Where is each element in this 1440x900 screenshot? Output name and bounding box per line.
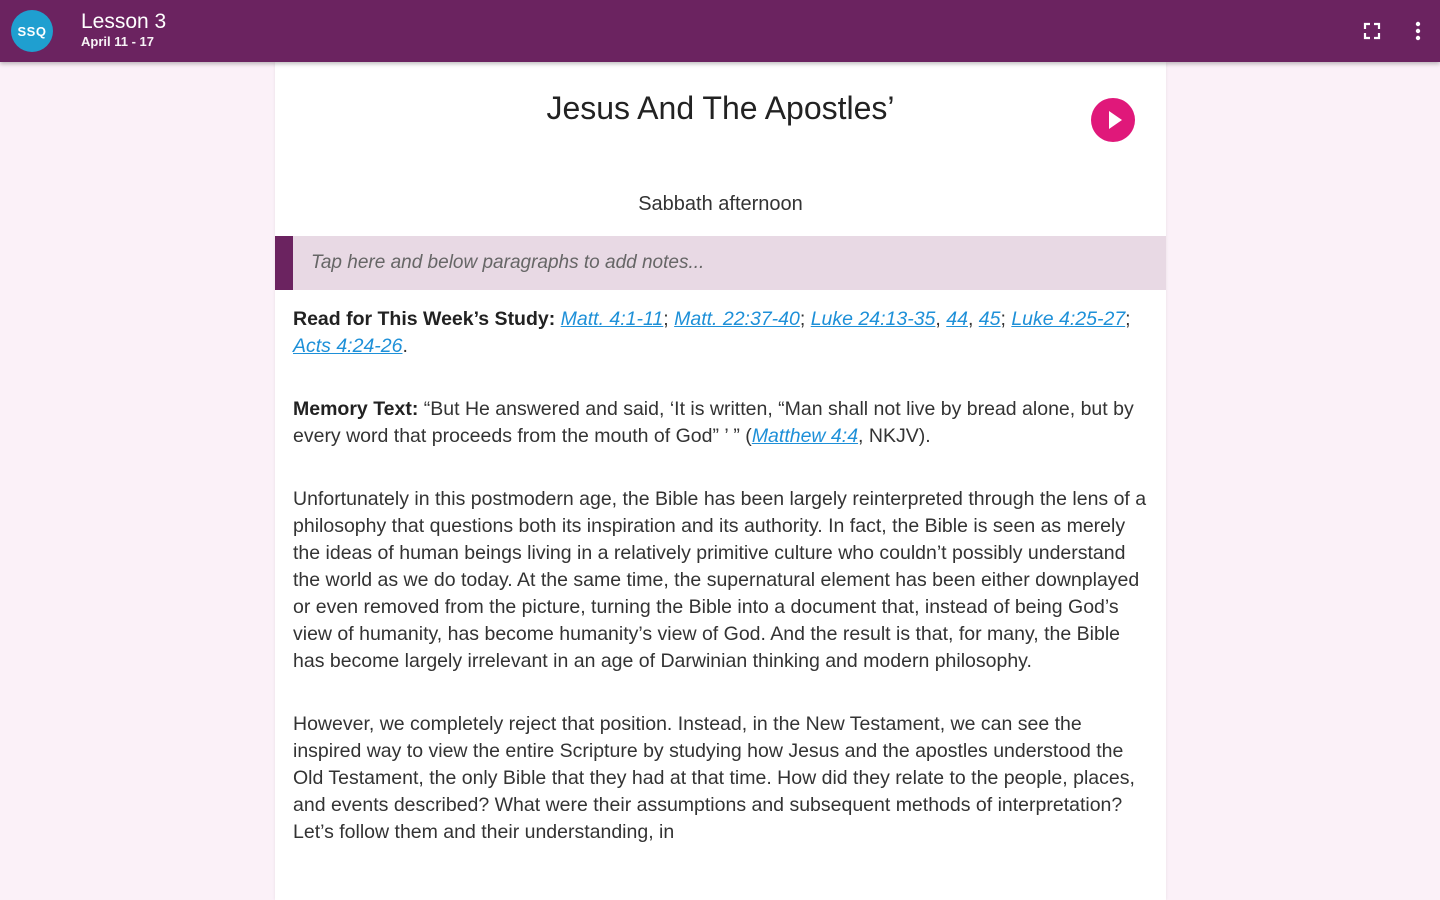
- lesson-date-range: April 11 - 17: [81, 34, 154, 49]
- more-options-button[interactable]: [1406, 19, 1430, 43]
- title-block: [81, 10, 166, 50]
- play-audio-button[interactable]: [1091, 98, 1135, 142]
- memory-label: Memory Text:: [293, 398, 419, 420]
- lesson-body: [293, 306, 1148, 882]
- fullscreen-button[interactable]: [1360, 19, 1384, 43]
- body-paragraph[interactable]: However, we completely reject that position. Instead, in the New Testament, we can see the inspired way to view the entire Scripture by studying how Jesus and the apostles understood the Old Testament, the only Bible that they had at that time. How did they relate to the people, places, and events described? What were their assumptions and subsequent methods of interpretation? Let’s follow them and their understanding, in: [293, 713, 1135, 843]
- scripture-link[interactable]: Luke 24:13-35: [810, 308, 936, 330]
- notes-input-bar[interactable]: [275, 236, 1166, 290]
- lesson-content-card: [275, 62, 1166, 900]
- notes-hint: Tap here and below paragraphs to add notes...: [311, 252, 705, 273]
- app-logo-avatar[interactable]: SSQ: [11, 10, 53, 52]
- reading-label: Read for This Week’s Study:: [293, 308, 556, 330]
- fullscreen-icon: [1360, 19, 1384, 43]
- app-bar: [0, 0, 1440, 62]
- reading-paragraph[interactable]: Read for This Week’s Study: Matt. 4:1-11; Matt. 22:37-40; Luke 24:13-35, 44, 45; Luke 4:25-27; Acts 4:24-26.: [293, 308, 1131, 357]
- scripture-link[interactable]: Luke 4:25-27: [1011, 308, 1126, 330]
- memory-suffix: , NKJV).: [858, 425, 931, 447]
- play-icon: [1091, 98, 1135, 142]
- scripture-link[interactable]: Matthew 4:4: [751, 425, 859, 447]
- scripture-link[interactable]: Matt. 4:1-11: [560, 308, 664, 330]
- day-label: Sabbath afternoon: [638, 193, 803, 215]
- scripture-link[interactable]: Acts 4:24-26: [293, 335, 403, 357]
- more-vert-icon: [1406, 19, 1430, 43]
- lesson-number-title: Lesson 3: [81, 10, 167, 33]
- memory-text: “But He answered and said, ‘It is written, “Man shall not live by bread alone, but by every word that proceeds from the mouth of God” ’ ” (: [293, 398, 1134, 447]
- body-paragraph[interactable]: Unfortunately in this postmodern age, the Bible has been largely reinterpreted through the lens of a philosophy that questions both its inspiration and its authority. In fact, the Bible is seen as merely the ideas of human beings living in a relatively primitive culture who couldn’t possibly understand the world as we do today. At the same time, the supernatural element has been either downplayed or even removed from the picture, turning the Bible into a document that, instead of being God’s view of humanity, has become humanity’s view of God. And the result is that, for many, the Bible has become largely irrelevant in an age of Darwinian thinking and modern philosophy.: [293, 488, 1147, 672]
- lesson-title: Jesus And The Apostles’: [546, 90, 895, 126]
- scripture-link[interactable]: 44: [946, 308, 968, 330]
- scripture-link[interactable]: Matt. 22:37-40: [674, 308, 800, 330]
- memory-text-paragraph[interactable]: [293, 396, 1148, 450]
- scripture-link[interactable]: 45: [978, 308, 1001, 330]
